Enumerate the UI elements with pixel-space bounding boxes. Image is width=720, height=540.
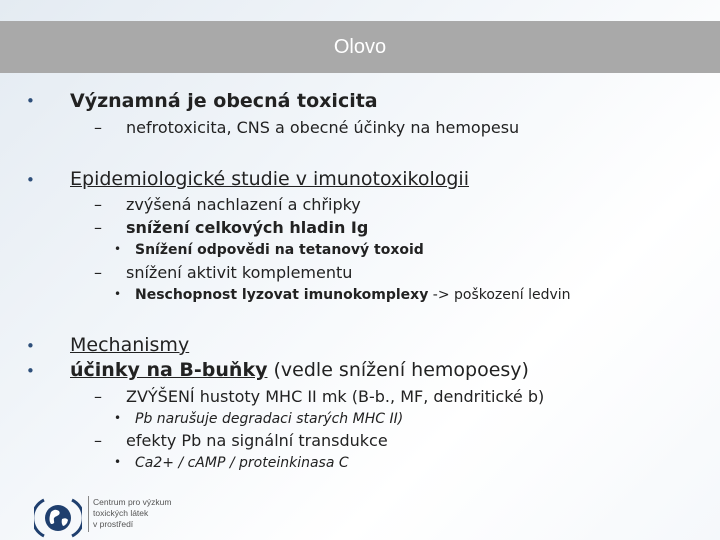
dash-marker: – — [94, 218, 102, 237]
bullet-3: Mechanismy — [70, 334, 190, 356]
bullet-2-sub-3-detail-bold: Neschopnost lyzovat imunokomplexy — [135, 287, 429, 303]
dash-marker: – — [94, 195, 102, 214]
dash-marker: – — [94, 118, 102, 137]
dash-marker: – — [94, 263, 102, 282]
bullet-4-bold: účinky na B-buňky — [70, 359, 268, 381]
bullet-2-sub-3: snížení aktivit komplementu — [126, 263, 353, 282]
bullet-4-sub-2-detail: Ca2+ / cAMP / proteinkinasa C — [135, 455, 349, 471]
bullet-4-sub-1: ZVÝŠENÍ hustoty MHC II mk (B-b., MF, dendritické b) — [126, 387, 545, 406]
bullet-2: Epidemiologické studie v imunotoxikologii — [70, 168, 469, 190]
title-bar — [0, 21, 720, 73]
dash-marker: – — [94, 431, 102, 450]
dash-marker: – — [94, 387, 102, 406]
slide-title: Olovo — [333, 35, 387, 58]
bullet-marker: • — [26, 92, 35, 110]
bullet-marker: • — [26, 362, 35, 380]
bullet-2-sub-2: snížení celkových hladin Ig — [126, 218, 369, 237]
bullet-1: Významná je obecná toxicita — [70, 90, 378, 112]
bullet-marker: • — [114, 242, 122, 256]
bullet-4-rest: (vedle snížení hemopoesy) — [267, 359, 529, 381]
bullet-marker: • — [114, 455, 122, 469]
bullet-2-sub-1: zvýšená nachlazení a chřipky — [126, 195, 361, 214]
logo-text — [93, 497, 171, 530]
bullet-4-sub-2: efekty Pb na signální transdukce — [126, 431, 388, 450]
logo-line-2: toxických látek — [93, 508, 149, 518]
logo-line-3: v prostředí — [93, 519, 134, 529]
bullet-marker: • — [26, 171, 35, 189]
bullet-1-sub-1: nefrotoxicita, CNS a obecné účinky na hemopesu — [126, 118, 520, 137]
bullet-marker: • — [114, 287, 122, 301]
bullet-marker: • — [114, 411, 122, 425]
globe-icon — [34, 492, 82, 540]
logo-line-1: Centrum pro výzkum — [93, 497, 172, 507]
bullet-2-sub-3-detail — [135, 287, 571, 303]
logo-divider — [88, 496, 89, 532]
bullet-2-sub-2-detail: Snížení odpovědi na tetanový toxoid — [135, 242, 424, 258]
bullet-marker: • — [26, 337, 35, 355]
bullet-4-sub-1-detail: Pb narušuje degradaci starých MHC II) — [135, 411, 404, 427]
bullet-2-sub-3-detail-rest: -> poškození ledvin — [428, 287, 571, 303]
bullet-4 — [70, 359, 529, 381]
